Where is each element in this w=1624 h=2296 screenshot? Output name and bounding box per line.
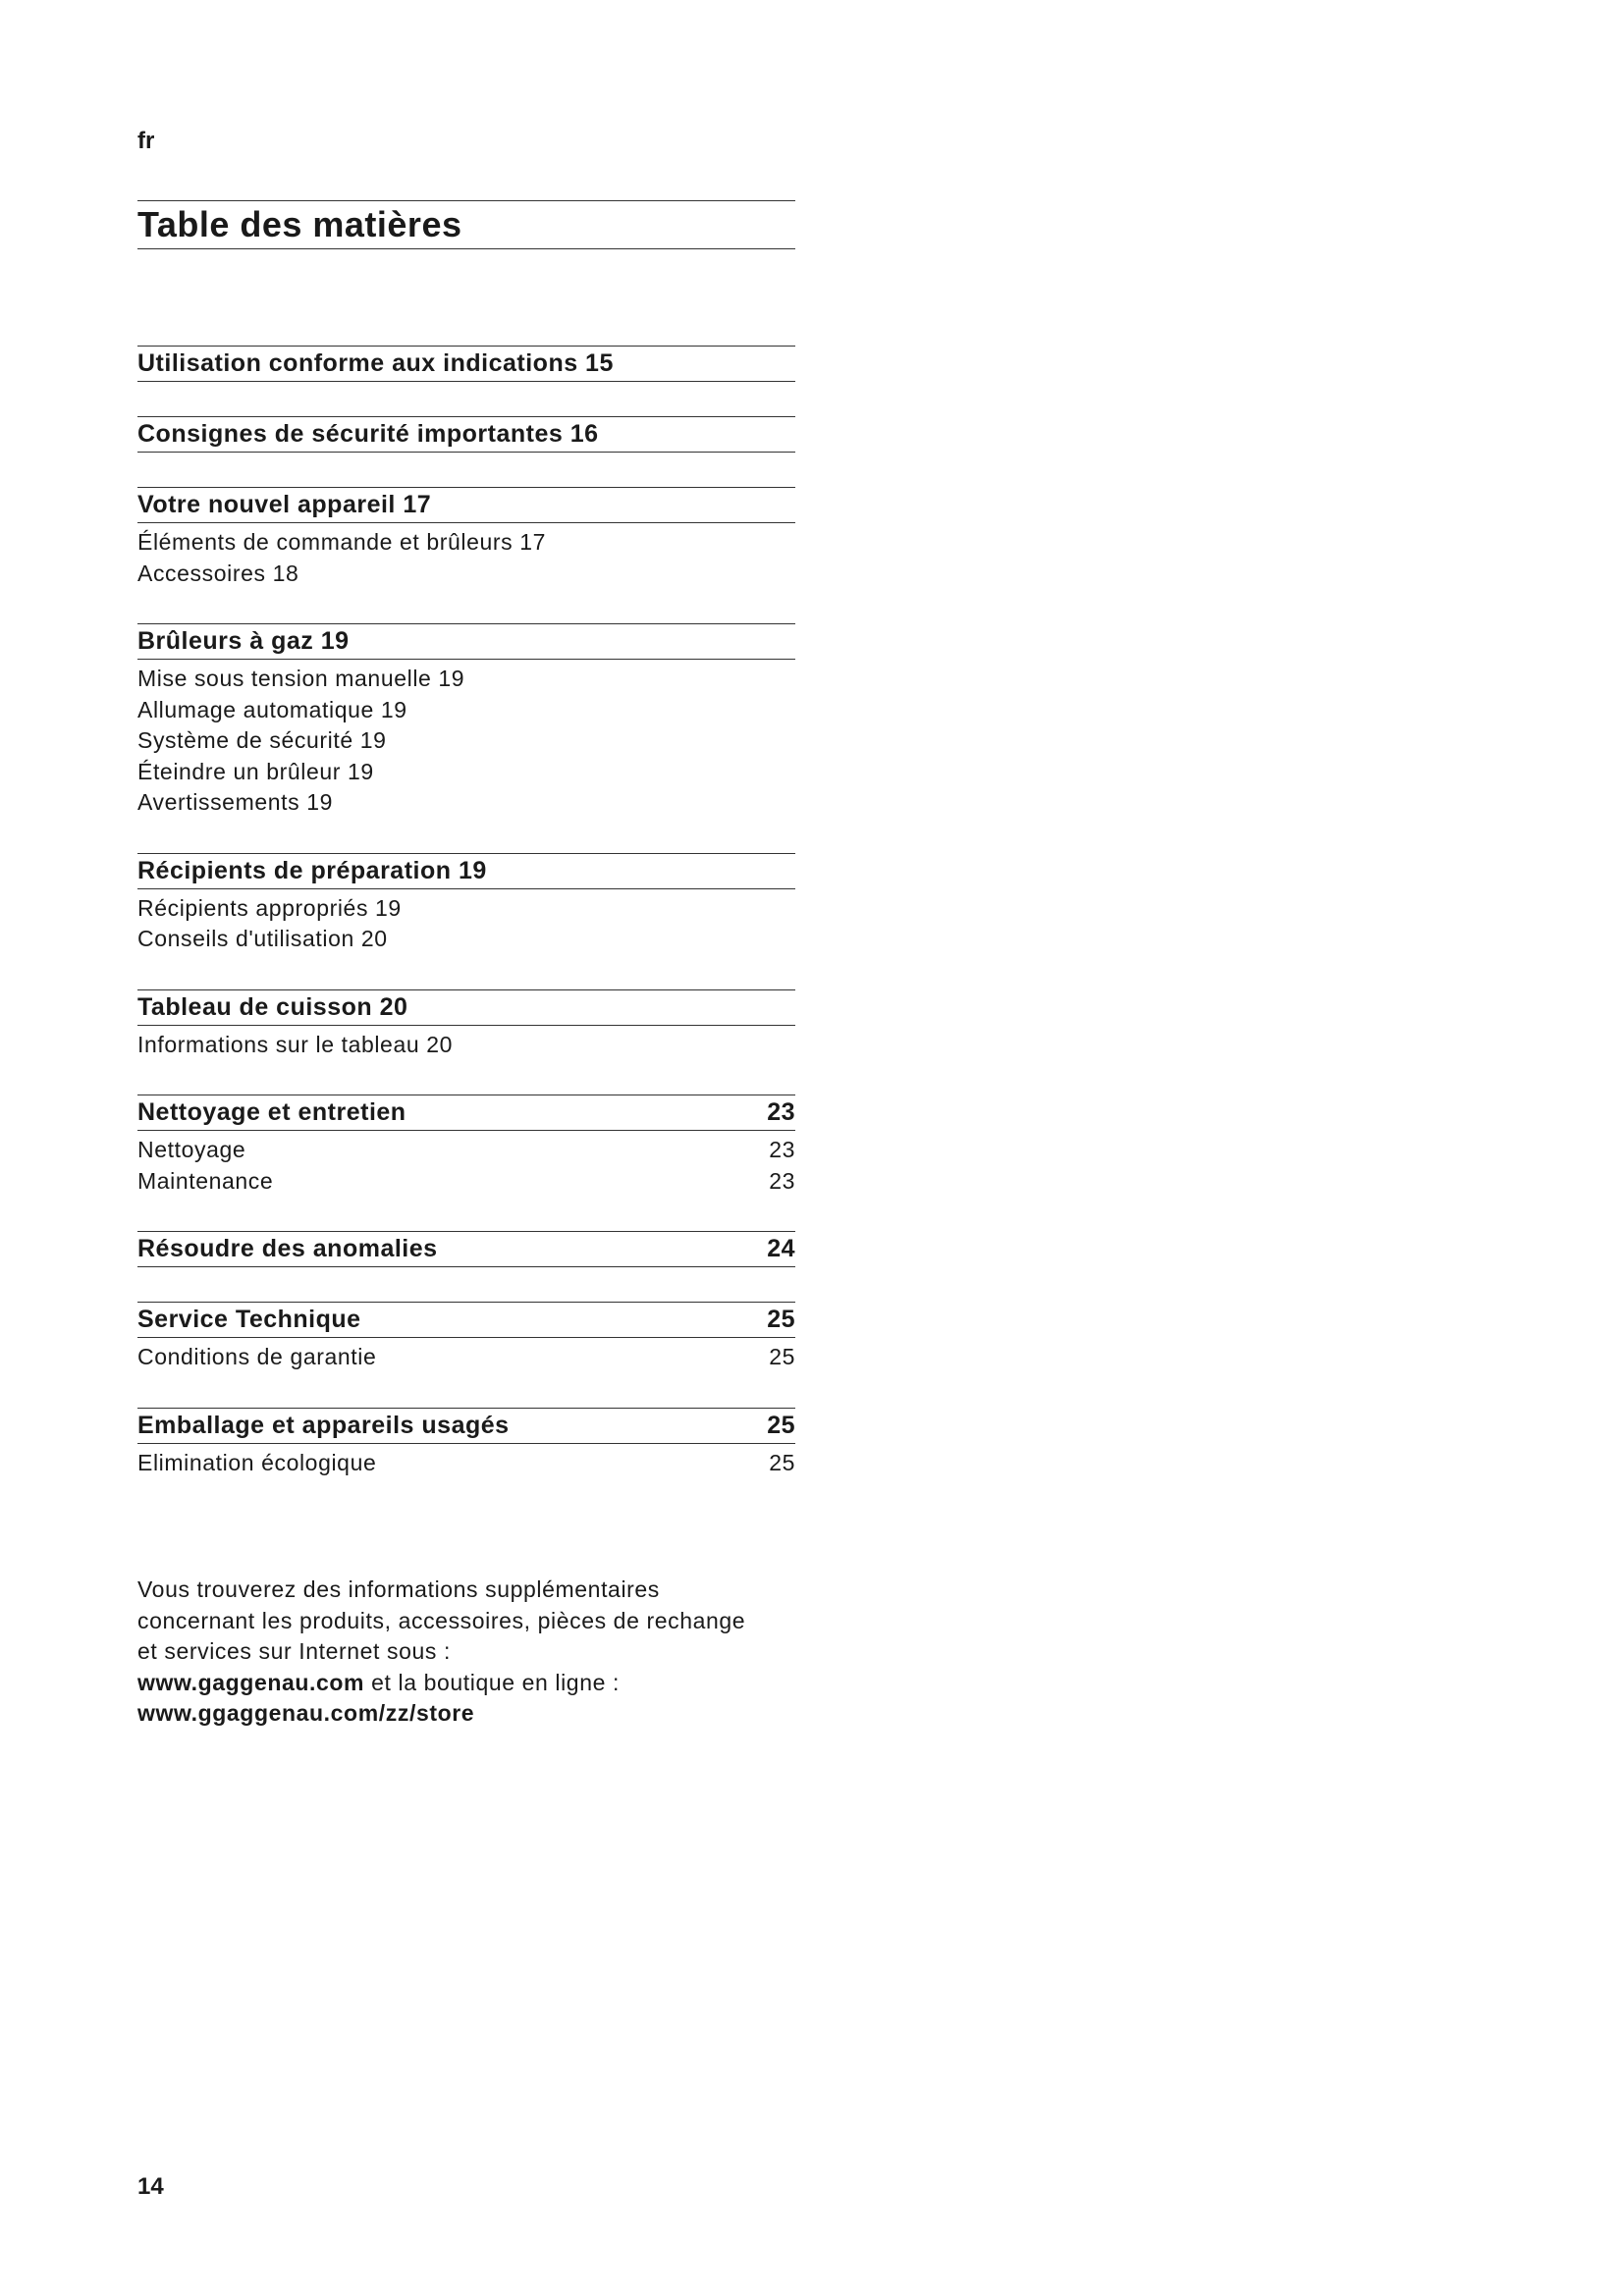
section-title: Consignes de sécurité importantes 16 [137,420,599,448]
entry-label: Conditions de garantie [137,1344,377,1369]
toc-subitems [137,660,795,819]
toc-section-heading[interactable] [137,346,795,382]
section-title: Brûleurs à gaz 19 [137,627,350,655]
entry-label: Conseils d'utilisation 20 [137,926,388,951]
entry-label: Éteindre un brûleur 19 [137,758,374,784]
toc-subitems [137,1131,795,1197]
page-title: Table des matières [137,204,462,244]
toc-section-heading[interactable] [137,1095,795,1131]
table-of-contents [137,346,795,1513]
entry-label: Avertissements 19 [137,789,333,815]
language-code: fr [137,128,155,154]
entry-page-number: 23 [769,1137,795,1162]
toc-entry[interactable] [137,893,795,925]
toc-section-heading[interactable] [137,1408,795,1444]
entry-label: Accessoires 18 [137,560,299,586]
toc-title-block [137,200,795,249]
toc-entry[interactable] [137,695,795,726]
entry-page-number: 25 [769,1449,795,1475]
entry-label: Maintenance [137,1167,274,1194]
toc-subitems [137,1338,795,1373]
toc-section-heading[interactable] [137,487,795,523]
toc-section-heading[interactable] [137,1231,795,1267]
entry-label: Elimination écologique [137,1449,377,1475]
toc-entry[interactable] [137,757,795,788]
toc-section [137,487,795,589]
entry-label: Éléments de commande et brûleurs 17 [137,529,547,555]
footnote-text: Vous trouverez des informations supplémentaires concernant les produits, accessoires, pièces de rechange et services sur Internet sous : [137,1576,746,1664]
toc-section [137,1231,795,1267]
toc-entry[interactable] [137,787,795,819]
toc-subitems [137,889,795,955]
section-page-number: 25 [767,1306,795,1333]
toc-entry[interactable] [137,1342,795,1373]
entry-label: Allumage automatique 19 [137,696,407,722]
toc-entry[interactable] [137,1030,795,1061]
toc-entry[interactable] [137,1166,795,1198]
section-title: Résoudre des anomalies [137,1235,438,1262]
toc-section-heading[interactable] [137,623,795,660]
section-page-number: 23 [767,1098,795,1126]
entry-page-number: 23 [769,1167,795,1194]
entry-label: Nettoyage [137,1137,246,1162]
toc-section [137,416,795,453]
toc-section-heading[interactable] [137,853,795,889]
entry-label: Informations sur le tableau 20 [137,1031,454,1057]
toc-entry[interactable] [137,559,795,590]
toc-section [137,1408,795,1479]
website-link[interactable]: www.gaggenau.com [137,1669,365,1695]
toc-section-heading[interactable] [137,416,795,453]
toc-section [137,346,795,382]
toc-section [137,623,795,819]
entry-label: Système de sécurité 19 [137,727,387,753]
page-number: 14 [137,2173,164,2200]
section-page-number: 24 [767,1235,795,1262]
section-title: Emballage et appareils usagés [137,1411,510,1439]
section-title: Utilisation conforme aux indications 15 [137,349,614,377]
toc-section-heading[interactable] [137,1302,795,1338]
toc-section-heading[interactable] [137,989,795,1026]
toc-entry[interactable] [137,924,795,955]
footnote-text-2: et la boutique en ligne : [364,1669,620,1695]
entry-label: Mise sous tension manuelle 19 [137,666,465,691]
toc-entry[interactable] [137,1135,795,1166]
section-title: Votre nouvel appareil 17 [137,491,432,518]
toc-subitems [137,1444,795,1479]
toc-section [137,989,795,1061]
entry-label: Récipients appropriés 19 [137,894,402,921]
toc-section [137,1095,795,1197]
footnote [137,1575,766,1730]
section-page-number: 25 [767,1411,795,1439]
store-link[interactable]: www.ggaggenau.com/zz/store [137,1700,475,1726]
toc-subitems [137,523,795,589]
toc-entry[interactable] [137,725,795,757]
section-title: Service Technique [137,1306,361,1333]
section-title: Tableau de cuisson 20 [137,992,408,1021]
entry-page-number: 25 [769,1344,795,1369]
toc-entry[interactable] [137,1448,795,1479]
toc-entry[interactable] [137,664,795,695]
section-title: Nettoyage et entretien [137,1098,406,1126]
toc-entry[interactable] [137,527,795,559]
section-title: Récipients de préparation 19 [137,856,487,884]
toc-subitems [137,1026,795,1061]
toc-section [137,853,795,955]
toc-section [137,1302,795,1373]
